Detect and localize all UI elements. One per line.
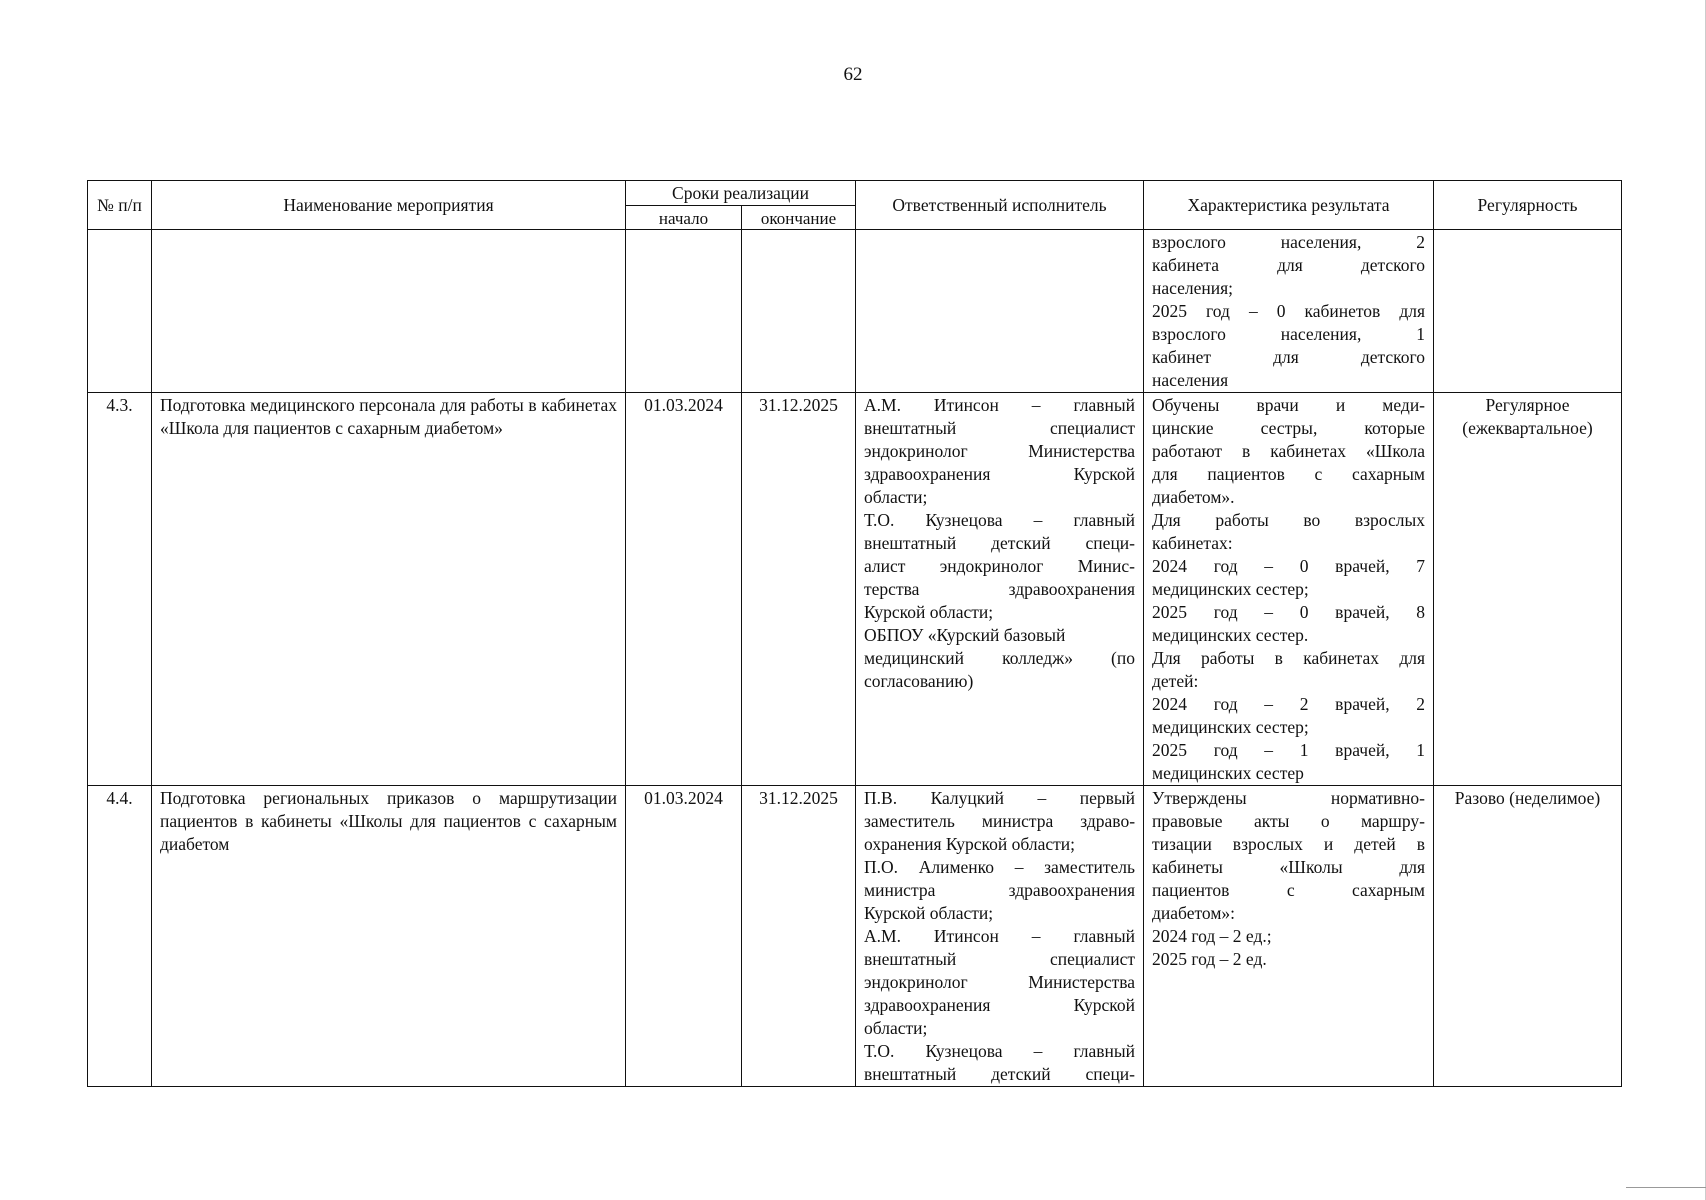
end-date: 31.12.2025 xyxy=(742,786,856,1087)
text-line: кабинетах: xyxy=(1152,533,1233,553)
text-line: медицинский колледж» (по xyxy=(864,648,1136,668)
text-line: внештатный специалист xyxy=(864,949,1136,969)
text-line: медицинских сестер. xyxy=(1152,625,1309,645)
text-line: Для работы в кабинетах для xyxy=(1152,648,1426,668)
text-line: Т.О. Кузнецова – главный xyxy=(864,510,1136,530)
row-number xyxy=(88,230,152,393)
regularity: Разово (неделимое) xyxy=(1434,786,1622,1087)
text-line: диабетом». xyxy=(1152,487,1235,507)
text-line: области; xyxy=(864,1018,928,1038)
text-line: для пациентов с сахарным xyxy=(1152,464,1426,484)
text-line: тизации взрослых и детей в xyxy=(1152,834,1426,854)
text-line: медицинских сестер; xyxy=(1152,717,1309,737)
text-line: цинские сестры, которые xyxy=(1152,418,1426,438)
text-line: взрослого населения, 2 xyxy=(1152,232,1426,252)
header-activity-name: Наименование мероприятия xyxy=(152,181,626,230)
text-line: эндокринолог Министерства xyxy=(864,441,1136,461)
regularity: Регулярное (ежеквартальное) xyxy=(1434,393,1622,786)
text-line: внештатный детский специ- xyxy=(864,1064,1136,1084)
end-date xyxy=(742,230,856,393)
text-line: кабинеты «Школы для xyxy=(1152,857,1426,877)
result-cell xyxy=(1144,230,1434,393)
text-line: заместитель министра здраво- xyxy=(864,811,1136,831)
text-line: 2024 год – 2 врачей, 2 xyxy=(1152,694,1426,714)
activity-name xyxy=(152,230,626,393)
text-line: Курской области; xyxy=(864,903,994,923)
text-line: медицинских сестер; xyxy=(1152,579,1309,599)
table-row xyxy=(88,786,1622,1087)
responsible-cell xyxy=(856,230,1144,393)
header-regularity: Регулярность xyxy=(1434,181,1622,230)
text-line: 2025 год – 0 кабинетов для xyxy=(1152,301,1426,321)
header-number: № п/п xyxy=(88,181,152,230)
result-cell xyxy=(1144,393,1434,786)
text-line: здравоохранения Курской xyxy=(864,464,1136,484)
text-line: кабинет для детского xyxy=(1152,347,1426,367)
text-line: эндокринолог Министерства xyxy=(864,972,1136,992)
text-line: А.М. Итинсон – главный xyxy=(864,395,1136,415)
text-line: согласованию) xyxy=(864,671,974,691)
text-line: Обучены врачи и меди- xyxy=(1152,395,1426,415)
regularity xyxy=(1434,230,1622,393)
row-number: 4.4. xyxy=(88,786,152,1087)
text-line: правовые акты о маршру- xyxy=(1152,811,1426,831)
text-line: Для работы во взрослых xyxy=(1152,510,1426,530)
scan-mark xyxy=(1626,1187,1706,1188)
header-start: начало xyxy=(626,206,742,230)
page-number: 62 xyxy=(843,64,863,85)
text-line: алист эндокринолог Минис- xyxy=(864,556,1136,576)
header-implementation-terms: Сроки реализации xyxy=(626,181,856,206)
text-line: П.О. Алименко – заместитель xyxy=(864,857,1136,877)
activity-name: Подготовка медицинского персонала для работы в кабинетах «Школа для пациентов с сахарным диабетом» xyxy=(152,393,626,786)
text-line: терства здравоохранения xyxy=(864,579,1136,599)
responsible-cell xyxy=(856,786,1144,1087)
header-end: окончание xyxy=(742,206,856,230)
text-line: 2024 год – 2 ед.; xyxy=(1152,926,1272,946)
header-responsible: Ответственный исполнитель xyxy=(856,181,1144,230)
text-line: Т.О. Кузнецова – главный xyxy=(864,1041,1136,1061)
text-line: 2025 год – 0 врачей, 8 xyxy=(1152,602,1426,622)
activity-name: Подготовка региональных приказов о маршрутизации пациентов в кабинеты «Школы для пациентов с сахарным диабетом xyxy=(152,786,626,1087)
text-line: 2025 год – 2 ед. xyxy=(1152,949,1267,969)
text-line: охранения Курской области; xyxy=(864,834,1075,854)
text-line: взрослого населения, 1 xyxy=(1152,324,1426,344)
text-line: детей: xyxy=(1152,671,1199,691)
table-row xyxy=(88,393,1622,786)
text-line: медицинских сестер xyxy=(1152,763,1304,783)
text-line: диабетом»: xyxy=(1152,903,1236,923)
text-line: П.В. Калуцкий – первый xyxy=(864,788,1136,808)
responsible-cell xyxy=(856,393,1144,786)
text-line: внештатный специалист xyxy=(864,418,1136,438)
header-result: Характеристика результата xyxy=(1144,181,1434,230)
text-line: А.М. Итинсон – главный xyxy=(864,926,1136,946)
text-line: Курской области; xyxy=(864,602,994,622)
text-line: населения xyxy=(1152,370,1229,390)
text-line: населения; xyxy=(1152,278,1234,298)
table-row xyxy=(88,230,1622,393)
text-line: кабинета для детского xyxy=(1152,255,1426,275)
text-line: 2024 год – 0 врачей, 7 xyxy=(1152,556,1426,576)
text-line: Утверждены нормативно- xyxy=(1152,788,1426,808)
activity-plan-table xyxy=(87,180,1622,1087)
text-line: ОБПОУ «Курский базовый xyxy=(864,625,1066,645)
start-date: 01.03.2024 xyxy=(626,393,742,786)
start-date: 01.03.2024 xyxy=(626,786,742,1087)
result-cell xyxy=(1144,786,1434,1087)
text-line: работают в кабинетах «Школа xyxy=(1152,441,1426,461)
text-line: пациентов с сахарным xyxy=(1152,880,1426,900)
end-date: 31.12.2025 xyxy=(742,393,856,786)
text-line: министра здравоохранения xyxy=(864,880,1136,900)
row-number: 4.3. xyxy=(88,393,152,786)
text-line: внештатный детский специ- xyxy=(864,533,1136,553)
start-date xyxy=(626,230,742,393)
text-line: области; xyxy=(864,487,928,507)
text-line: здравоохранения Курской xyxy=(864,995,1136,1015)
text-line: 2025 год – 1 врачей, 1 xyxy=(1152,740,1426,760)
